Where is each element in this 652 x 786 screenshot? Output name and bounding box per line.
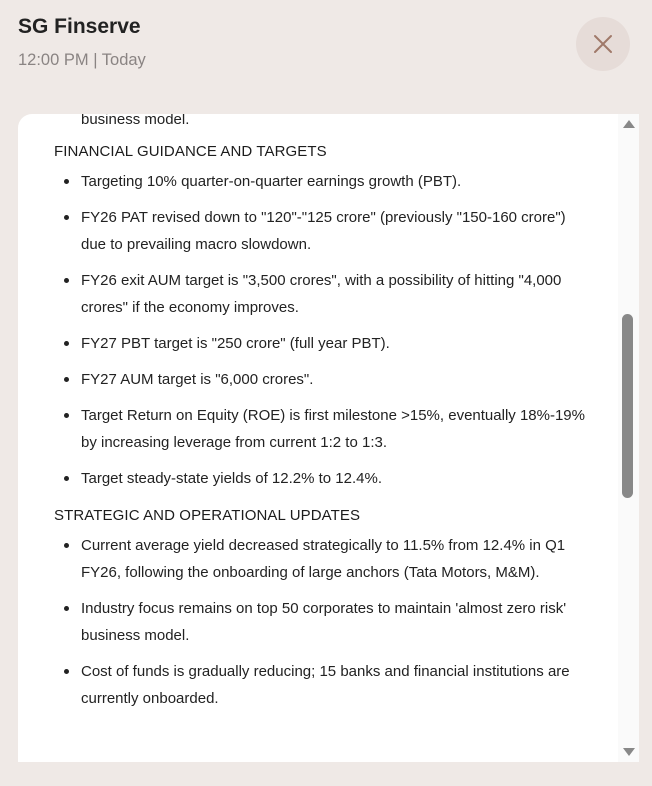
scroll-content <box>18 114 618 762</box>
list-item: Current average yield decreased strategically to 11.5% from 12.4% in Q1 FY26, following the onboarding of large anchors (Tata Motors, M&M). <box>54 532 594 586</box>
scrollbar-thumb[interactable] <box>622 314 633 498</box>
close-icon <box>593 34 613 54</box>
list-item: FY27 AUM target is "6,000 crores". <box>54 366 594 393</box>
bullet-list <box>54 168 594 492</box>
timestamp: 12:00 PM | Today <box>18 51 146 69</box>
list-item: Target Return on Equity (ROE) is first milestone >15%, eventually 18%-19% by increasing leverage from current 1:2 to 1:3. <box>54 402 594 456</box>
scroll-down-arrow-icon[interactable] <box>623 748 635 756</box>
list-item: Industry focus remains on top 50 corporates to maintain 'almost zero risk' business model. <box>54 595 594 649</box>
list-item: Cost of funds is gradually reducing; 15 banks and financial institutions are currently onboarded. <box>54 658 594 712</box>
list-item: Targeting 10% quarter-on-quarter earnings growth (PBT). <box>54 168 594 195</box>
cut-off-text: business model. <box>81 114 190 128</box>
section-heading: FINANCIAL GUIDANCE AND TARGETS <box>54 143 327 160</box>
summary-card <box>18 114 639 762</box>
close-button[interactable] <box>576 17 630 71</box>
list-item: FY26 PAT revised down to "120"-"125 crore" (previously "150-160 crore") due to prevailing macro slowdown. <box>54 204 594 258</box>
section-heading: STRATEGIC AND OPERATIONAL UPDATES <box>54 507 361 524</box>
list-item: FY27 PBT target is "250 crore" (full year PBT). <box>54 330 594 357</box>
list-item: Target steady-state yields of 12.2% to 12.4%. <box>54 465 594 492</box>
scroll-up-arrow-icon[interactable] <box>623 120 635 128</box>
scrollbar[interactable] <box>618 114 639 762</box>
list-item: FY26 exit AUM target is "3,500 crores", with a possibility of hitting "4,000 crores" if the economy improves. <box>54 267 594 321</box>
bullet-list <box>54 532 594 712</box>
page-title: SG Finserve <box>18 15 141 38</box>
